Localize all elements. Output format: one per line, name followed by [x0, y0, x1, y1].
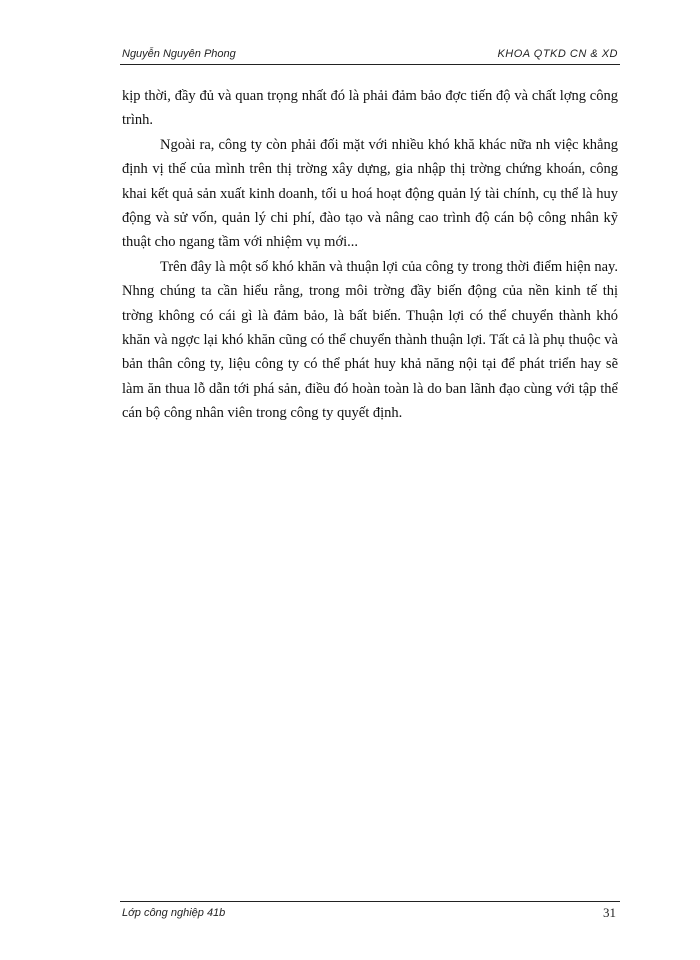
footer-rule: [120, 901, 620, 902]
header-author: Nguyễn Nguyên Phong: [122, 48, 236, 60]
page-footer: [120, 905, 620, 925]
body-text: [122, 84, 618, 426]
paragraph-continuation: kịp thời, đầy đủ và quan trọng nhất đó là phải đảm bảo đợc tiến độ và chất lợng công trình.: [122, 88, 618, 129]
paragraph-conclusion: Trên đây là một số khó khăn và thuận lợi của công ty trong thời điểm hiện nay. Nhng chúng ta cần hiểu rằng, trong môi trờng đầy biến động của nền kinh tế thị trờng không có cái gì là đảm bảo, là bất biến. Thuận lợi có thể chuyển thành khó khăn và ngợc lại khó khăn cũng có thể chuyển thành thuận lợi. Tất cả là phụ thuộc và bản thân công ty, liệu công ty có thể phát huy khả năng nội tại để phát triển hay sẽ làm ăn thua lỗ dẫn tới phá sản, điều đó hoàn toàn là do ban lãnh đạo cùng với tập thể cán bộ công nhân viên trong công ty quyết định.: [122, 258, 618, 422]
paragraph-challenges: Ngoài ra, công ty còn phải đối mặt với nhiều khó khă khác nữa nh việc khẳng định vị thế của mình trên thị trờng xây dựng, gia nhập thị trờng chứng khoán, công khai kết quả sản xuất kinh doanh, tối u hoá hoạt động quản lý tài chính, cụ thể là huy động và sử vốn, quản lý chi phí, đào tạo và nâng cao trình độ cán bộ công nhân kỹ thuật cho ngang tầm với nhiệm vụ mới...: [122, 136, 618, 251]
header-rule: [120, 64, 620, 65]
header-faculty: KHOA QTKD CN & XD: [497, 48, 618, 60]
page-header: [120, 44, 620, 64]
footer-class: Lớp công nghiệp 41b: [122, 907, 226, 919]
page-number: 31: [603, 905, 616, 920]
